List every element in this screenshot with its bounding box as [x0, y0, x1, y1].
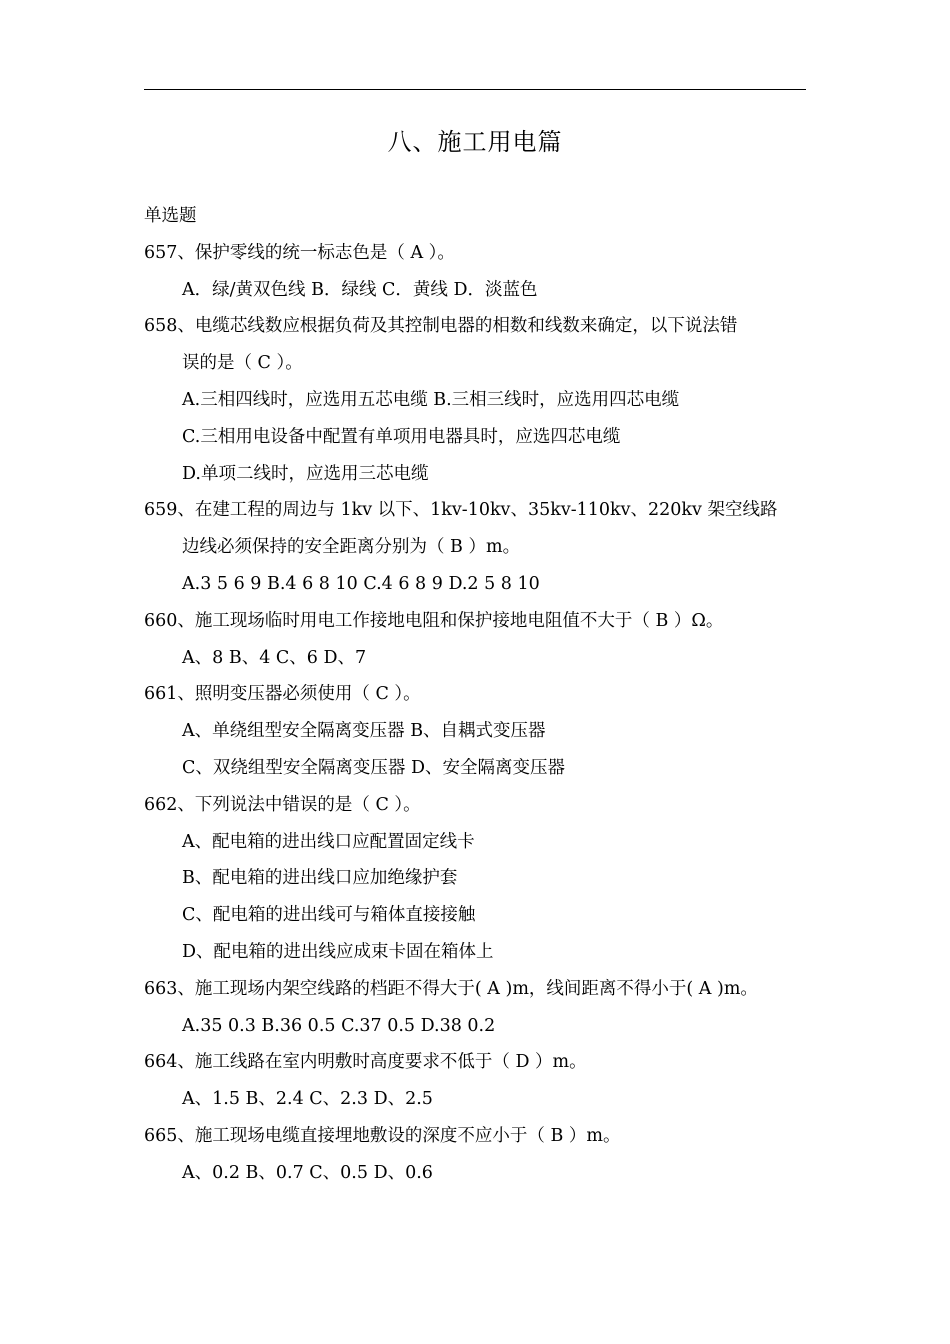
option-line: A、1.5 B、2.4 C、2.3 D、2.5 — [182, 1089, 433, 1110]
option-line: A.三相四线时，应选用五芯电缆 B.三相三线时，应选用四芯电缆 — [182, 389, 680, 410]
option-line: A.35 0.3 B.36 0.5 C.37 0.5 D.38 0.2 — [182, 1015, 496, 1036]
question-line: 665、施工现场电缆直接埋地敷设的深度不应小于（ B ）m。 — [144, 1125, 621, 1146]
section-label: 单选题 — [144, 206, 197, 226]
option-line: A．绿/黄双色线 B．绿线 C．黄线 D．淡蓝色 — [182, 279, 538, 300]
question-line: 659、在建工程的周边与 1kv 以下、1kv-10kv、35kv-110kv、220kv 架空线路 — [144, 500, 778, 521]
lines-container — [144, 235, 814, 1192]
question-line: 658、电缆芯线数应根据负荷及其控制电器的相数和线数来确定，以下说法错 — [144, 316, 738, 337]
option-line: A、8 B、4 C、6 D、7 — [182, 647, 367, 668]
option-line: A、配电箱的进出线口应配置固定线卡 — [182, 831, 475, 852]
option-line: C、配电箱的进出线可与箱体直接接触 — [182, 905, 476, 926]
question-line: 661、照明变压器必须使用（ C ）。 — [144, 684, 421, 705]
option-line: D、配电箱的进出线应成束卡固在箱体上 — [182, 941, 494, 962]
option-line: A.3 5 6 9 B.4 6 8 10 C.4 6 8 9 D.2 5 8 10 — [182, 573, 540, 594]
option-line: 边线必须保持的安全距离分别为（ B ）m。 — [182, 537, 521, 558]
option-line: 误的是（ C ）。 — [182, 353, 303, 374]
option-line: C.三相用电设备中配置有单项用电器具时，应选四芯电缆 — [182, 426, 621, 447]
option-line: A、单绕组型安全隔离变压器 B、自耦式变压器 — [182, 721, 546, 742]
question-line: 664、施工线路在室内明敷时高度要求不低于（ D ）m。 — [144, 1052, 587, 1073]
question-line: 660、施工现场临时用电工作接地电阻和保护接地电阻值不大于（ B ）Ω。 — [144, 610, 724, 631]
option-line: D.单项二线时，应选用三芯电缆 — [182, 463, 429, 484]
option-line: B、配电箱的进出线口应加绝缘护套 — [182, 868, 458, 889]
option-line: A、0.2 B、0.7 C、0.5 D、0.6 — [182, 1162, 433, 1183]
option-line: C、双绕组型安全隔离变压器 D、安全隔离变压器 — [182, 757, 565, 778]
question-line: 657、保护零线的统一标志色是（ A ）。 — [144, 242, 455, 263]
page-title: 八、施工用电篇 — [387, 128, 563, 156]
question-line: 663、施工现场内架空线路的档距不得大于( A )m，线间距离不得小于( A )m。 — [144, 978, 758, 999]
header-rule — [144, 89, 806, 90]
question-line: 662、下列说法中错误的是（ C ）。 — [144, 794, 421, 815]
question-list — [144, 198, 814, 1192]
